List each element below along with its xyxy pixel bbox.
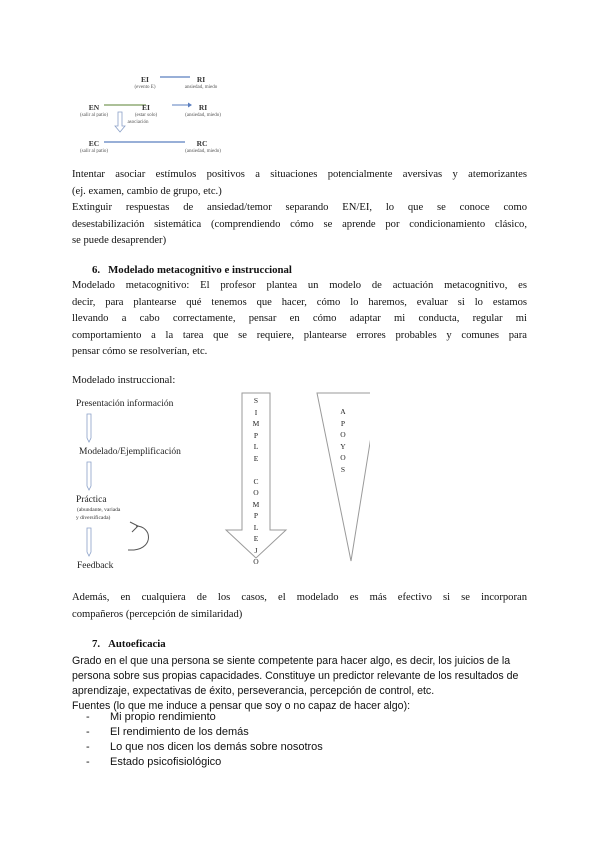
section-7-number: 7. [92,638,101,650]
node-ei-top-sub: (evento E) [134,85,156,90]
instructional-shapes [70,390,370,570]
text-line: desestabilización sistemática (comprendiendo cómo se aprende por condicionamiento clásico, [72,218,527,230]
instructional-label: Modelado instruccional: [72,375,176,386]
list-item [86,710,323,725]
section-6-heading [92,264,292,276]
step-practice-sub-1: (abundante, variada [77,507,121,513]
arrow-letter: J [254,545,258,555]
node-en-sub: (salir al patio) [79,113,109,118]
step-practice: Práctica [76,495,107,505]
node-ei-top: EI [141,75,149,84]
node-ri-top-sub: ansiedad, miedo [184,85,218,90]
paragraph-extinction [72,200,527,250]
feedback-loop-curve [128,526,149,550]
text-line: llevando a cabo correctamente, pensar en cómo adaptar mi conducta, regular mi [72,313,527,324]
simple-complex-letters [250,395,262,568]
ei-ri-mid-arrowhead [188,103,192,108]
arrow-letter: L [253,442,259,451]
node-ri-mid-sub: (ansiedad, miedo) [185,113,221,118]
funnel-letter: O [340,430,346,439]
funnel-letter: O [340,453,346,462]
node-rc-sub: (ansiedad, miedo) [185,149,221,154]
text-line: aprendizaje, expectativas de éxito, perseverancia, percepción de control, etc. [72,685,435,697]
funnel-letter: P [340,418,346,428]
feedback-loop-arrowhead [130,522,138,532]
arrow-letter: S [253,396,259,405]
text-line: decir, para plantearse qué tenemos que hacer, cómo lo haremos, evaluar si lo estamos [72,296,527,308]
bullet-dash: - [86,726,90,738]
section-6-title: Modelado metacognitivo e instruccional [108,264,292,276]
text-line: comportamiento a la tarea que se requiere, plantearse errores probables y comunes para [72,329,527,341]
sources-list [86,710,323,770]
step-feedback: Feedback [77,561,114,571]
node-ei-mid-sub: (estar solo) [134,113,158,118]
list-item-text: Mi propio rendimiento [110,711,216,723]
text-line: (ej. examen, cambio de grupo, etc.) [72,185,222,197]
text-line: compañeros (percepción de similaridad) [72,608,243,620]
flow-arrow-3 [87,528,91,556]
list-item [86,740,323,755]
text-line: se puede desaprender) [72,235,167,246]
arrow-letter: M [252,419,260,428]
arrow-letter: L [253,522,259,532]
paragraph-self-efficacy [72,654,532,714]
step-practice-sub-2: y diversificada) [76,515,111,521]
node-rc: RC [196,139,208,148]
text-line: Modelado metacognitivo: El profesor plantea un modelo de actuación metacognitivo, es [72,280,527,291]
arrow-letter: C [253,476,259,486]
arrow-letter: P [253,430,259,440]
funnel-letter: A [340,407,346,416]
text-line: persona sobre sus propias capacidades. Constituye un predictor relevante de los resultados de [72,670,519,682]
association-label: asociación [127,120,149,125]
bullet-dash: - [86,741,90,753]
list-item [86,725,323,740]
bullet-dash: - [86,756,90,768]
paragraph-positive-association [72,167,527,200]
node-ri-mid: RI [198,103,208,112]
text-line: Grado en el que una persona se siente competente para hacer algo, es decir, los juicios de la [72,655,511,667]
funnel-letter: S [340,464,346,474]
flow-arrow-2 [87,462,91,490]
list-item-text: Lo que nos dicen los demás sobre nosotros [110,741,323,753]
node-ri-top: RI [196,75,206,84]
arrow-letter: E [253,534,259,543]
list-item-text: Estado psicofisiológico [110,756,222,768]
arrow-letter [250,464,262,476]
arrow-letter: P [253,511,259,520]
arrow-letter: E [253,453,259,463]
funnel-letter: Y [340,441,346,451]
text-line: pensar cómo se resolverían, etc. [72,346,208,357]
node-ec-sub: (salir al patio) [79,149,109,154]
node-ec: EC [88,139,100,148]
section-7-title: Autoeficacia [108,638,166,650]
text-line: Intentar asociar estímulos positivos a situaciones potencialmente aversivas y atemorizantes [72,169,527,180]
step-presentation: Presentación información [76,399,174,409]
arrow-letter: O [253,488,259,497]
text-line: Además, en cualquiera de los casos, el modelado es más efectivo si se incorporan [72,592,527,603]
node-en: EN [88,103,100,112]
step-modeling: Modelado/Ejemplificación [79,447,181,457]
paragraph-peers [72,590,527,623]
bullet-dash: - [86,711,90,723]
section-7-heading [92,638,166,650]
supports-letters [337,406,349,475]
arrow-letter: O [253,557,259,566]
list-item-text: El rendimiento de los demás [110,726,249,738]
paragraph-metacognitive [72,278,527,361]
list-item [86,755,323,770]
arrow-letter: M [252,499,260,509]
text-line: Fuentes (lo que me induce a pensar que soy o no capaz de hacer algo): [72,700,411,712]
flow-arrow-1 [87,414,91,442]
arrow-letter: I [254,407,258,417]
node-ei-mid: EI [142,103,150,112]
text-line: Extinguir respuestas de ansiedad/temor separando EN/EI, lo que se conoce como [72,202,527,213]
section-6-number: 6. [92,264,101,276]
